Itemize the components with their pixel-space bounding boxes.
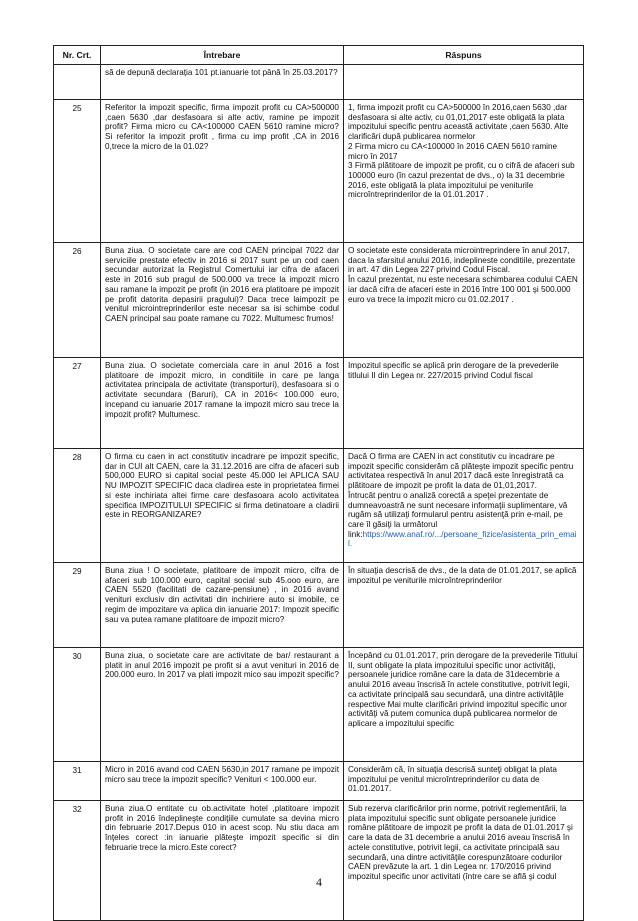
cell-answer bbox=[344, 449, 584, 563]
table-header-row bbox=[54, 46, 584, 65]
header-answer: Răspuns bbox=[344, 46, 584, 65]
cell-answer bbox=[344, 563, 584, 648]
answer-paragraph: În cazul prezentat, nu este necesara schimbarea codului CAEN iar dacă cifra de afaceri este in 2016 între 100 001 şi 500.000 euro va trece la impozit micro cu 01.02.2017 . bbox=[348, 275, 578, 304]
cell-answer bbox=[344, 243, 584, 358]
cell-question: să de depună declarația 101 pt.ianuarie tot până în 25.03.2017? bbox=[101, 65, 344, 100]
cell-nr bbox=[54, 65, 101, 100]
header-question: Întrebare bbox=[101, 46, 344, 65]
table-row bbox=[54, 762, 584, 801]
link-line bbox=[348, 530, 579, 540]
cell-nr: 25 bbox=[54, 100, 101, 243]
cell-question: Buna ziua. O societate comerciala care in anul 2016 a fost platitoare de impozit micro, in conditiile in care pe langa activitatea principala de activitate (transporturi), desfasoara si o activitate secundara (Baruri), CA in 2016< 100.000 euro, incepand cu ianuarie 2017 ramane la impozit micro sau trece la impozit profit? Multumesc. bbox=[101, 358, 344, 449]
cell-nr: 30 bbox=[54, 648, 101, 762]
assistance-link[interactable]: https://www.anaf.ro/.../persoane_fizice/asistenta_prin_emai bbox=[362, 529, 577, 539]
cell-question: Buna ziua.O entitate cu ob.activitate hotel ,platitoare impozit profit in 2016 îndeplineşte condiţiile cumulate sa devina micro din februarie 2017.Depus 010 in acest scop. Nu stiu daca am înţeles corect :in ianuarie plăteşte impozit specific si din februarie trece la micro.Este corect? bbox=[101, 801, 344, 921]
cell-nr: 31 bbox=[54, 762, 101, 801]
table-row bbox=[54, 449, 584, 563]
continuation-row bbox=[54, 65, 584, 100]
answer-paragraph: Începând cu 01.01.2017, prin derogare de la prevederile Titlului II, sunt obligate la plata impozitului specific unor activităţi, persoanele juridice române care la data de 31decembrie a anului 2016 aveau înscrisă în actele constitutive, potrivit legii, ca activitate principală sau secundară, una dintre activităţile respective Mai multe clarificări privind impozitul specific unor activităţi vă putem comunica după publicarea normelor de aplicare a impozitului specific bbox=[348, 651, 578, 728]
page bbox=[53, 45, 583, 921]
answer-paragraph: Dacă O firma are CAEN in act constitutiv cu incadrare pe impozit specific considerăm că plăteşte impozit specific pentru activitatea respectivă în anul 2017 dacă este înregistrată ca plătitoare de impozit pe profit la data de 01,01,2017. bbox=[348, 452, 574, 491]
qa-table bbox=[53, 45, 584, 921]
answer-paragraph: Sub rezerva clarificărilor prin norme, potrivit reglementării, la plata impozitului specific sunt obligate persoanele juridice române plătitoare de impozit pe profit la data de 01.01.2017 şi care la data de 31 decembrie a anului 2016 aveau înscrisă în actele constitutive, potrivit legii, ca activitate principală sau secundară, una dintre activităţile corespunzătoare codurilor CAEN prevăzute la art. 1 din Legea nr. 170/2016 privind impozitul specific unor activitati (între care se află şi codul bbox=[348, 804, 573, 881]
cell-nr: 29 bbox=[54, 563, 101, 648]
table-row bbox=[54, 563, 584, 648]
answer-paragraph: Întrucât pentru o analiză corectă a speţei prezentate de dumneavoastră ne sunt necesare informaţii suplimentare, vă rugăm să utilizaţi formularul pentru asistenţă prin e-mail, pe care îl găsiţi la următorul bbox=[348, 490, 568, 529]
cell-nr: 32 bbox=[54, 801, 101, 921]
cell-question: O firma cu caen in act constitutiv incadrare pe impozit specific, dar in CUI alt CAEN, care la 31.12.2016 are cifra de afaceri sub 500,000 EURO si capital social peste 45.000 lei APLICA SAU NU IMPOZIT SPECIFIC daca cladirea este in proprietatea firmei si este inchiriata altei firme care desfasoara acolo activitatea specifica IMPOZITULUI SPECIFIC si firma detinatoare a cladirii este in REORGANIZARE? bbox=[101, 449, 344, 563]
cell-question: Buna ziua, o societate care are activitate de bar/ restaurant a platit in anul 2016 impozit pe profit si a avut venituri in 2016 de 200.000 euro. In 2017 va plati impozit mico sau impozit specific? bbox=[101, 648, 344, 762]
answer-paragraph: Impozitul specific se aplică prin derogare de la prevederile titlului II din Legea nr. 227/2015 privind Codul fiscal bbox=[348, 361, 559, 380]
cell-question: Buna ziua. O societate care are cod CAEN principal 7022 dar serviciile prestate efectiv in 2016 si 2017 sunt pe un cod caen secundar autorizat la Registrul Comertului iar cifra de afaceri este in 2016 sub pragul de 500.000 va trece la impozit micro sau ramane la impozit pe profit (in 2016 era platitoare pe impozit pe profit datorita depasirii pragului)? Daca trece laimpozit pe venitul microintreprinderilor este necesar sa isi schimbe codul CAEN principal sau poate ramane cu 7022. Multumesc frumos! bbox=[101, 243, 344, 358]
answer-paragraph: 3 Firmă plătitoare de impozit pe profit, cu o cifră de afaceri sub 100000 euro (în cazul prezentat de dvs., o) la 31 decembrie 2016, este obligată la plata impozitului pe veniturile microîntreprinderilor de la 01.01.2017 . bbox=[348, 161, 575, 200]
cell-question: Referitor la impozit specific, firma impozit profit cu CA>500000 ,caen 5630 ,dar desfasoara si alte activ, ramine pe impozit profit? Firma micro cu CA<100000 CAEN 5610 ramine micro? Si referitor la impozit profit , firma cu imp profit ,CA in 2016 0,trece la micro de la 01.02? bbox=[101, 100, 344, 243]
cell-nr: 28 bbox=[54, 449, 101, 563]
table-row bbox=[54, 100, 584, 243]
cell-answer bbox=[344, 100, 584, 243]
header-nr: Nr. Crt. bbox=[54, 46, 101, 65]
cell-nr: 26 bbox=[54, 243, 101, 358]
cell-nr: 27 bbox=[54, 358, 101, 449]
cell-answer bbox=[344, 648, 584, 762]
cell-answer bbox=[344, 358, 584, 449]
page-number: 4 bbox=[316, 875, 322, 889]
link-tail[interactable]: l. bbox=[348, 539, 353, 549]
answer-paragraph: 1, firma impozit profit cu CA>500000 în 2016,caen 5630 ,dar desfasoara si alte activ, cu 01,01,2017 este obligată la plata impozitului specific pentru această activitate ,caen 5630. Alte clarificări după publicarea normelor bbox=[348, 103, 569, 142]
cell-answer bbox=[344, 65, 584, 100]
cell-question: Micro in 2016 avand cod CAEN 5630,in 2017 ramane pe impozit micro sau trece la impozit specific? Venituri < 100.000 eur. bbox=[101, 762, 344, 801]
table-row bbox=[54, 358, 584, 449]
answer-paragraph: Considerăm că, în situaţia descrisă sunteţi obligat la plata impozitului pe venitul microîntreprinderilor cu data de 01.01.2017. bbox=[348, 765, 557, 794]
answer-paragraph: O societate este considerata microintreprindere în anul 2017, daca la sfarsitul anului 2016, indeplineste conditiile, prezentate in art. 47 din Legea 227 privind Codul Fiscal. bbox=[348, 246, 576, 275]
cell-answer bbox=[344, 762, 584, 801]
answer-paragraph: 2 Firma micro cu CA<100000 în 2016 CAEN 5610 ramine micro în 2017 bbox=[348, 141, 558, 161]
table-row bbox=[54, 648, 584, 762]
answer-paragraph: În situaţia descrisă de dvs., de la data de 01.01.2017, se aplică impozitul pe veniturile microîntreprinderilor bbox=[348, 566, 577, 585]
link-prefix: link: bbox=[348, 529, 363, 539]
cell-question: Buna ziua ! O societate, platitoare de impozit micro, cifra de afaceri sub 100.000 euro, capital social sub 45.ooo euro, are CAEN 5520 (facilitati de cazare-pensiune) , in 2016 avand venituri exclusiv din activitati din inchiriere auto si imobile, ce regim de impozitare va aplica din ianuarie 2017: Impozit specific sau va putea ramane platitoare de impozit micro? bbox=[101, 563, 344, 648]
table-row bbox=[54, 243, 584, 358]
